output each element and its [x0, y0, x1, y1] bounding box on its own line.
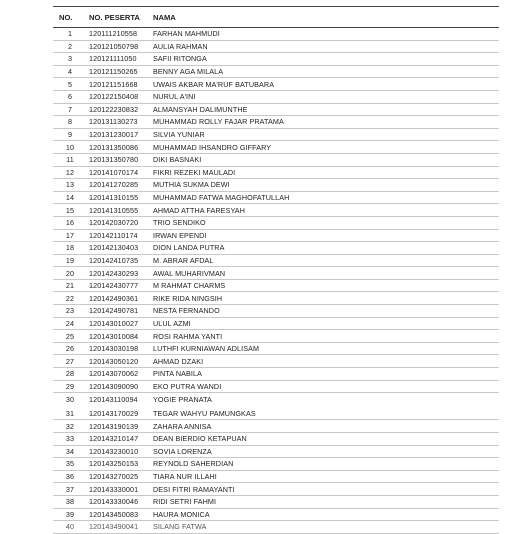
row-nama: SILANG FATWA	[149, 521, 499, 534]
table-row	[53, 292, 499, 305]
table-row	[53, 191, 499, 204]
table-row	[53, 116, 499, 129]
row-nama: HAURA MONICA	[149, 508, 499, 521]
row-number: 29	[53, 380, 87, 393]
row-no-peserta: 120122230832	[87, 103, 149, 116]
row-number: 19	[53, 254, 87, 267]
table-row	[53, 342, 499, 355]
row-nama: AHMAD ATTHA FARESYAH	[149, 204, 499, 217]
table-body	[53, 28, 499, 534]
row-number: 28	[53, 368, 87, 381]
row-number: 34	[53, 445, 87, 458]
row-nama: RIDI SETRI FAHMI	[149, 495, 499, 508]
row-nama: TRIO SENDIKO	[149, 216, 499, 229]
row-number: 17	[53, 229, 87, 242]
table-row	[53, 495, 499, 508]
row-nama: M RAHMAT CHARMS	[149, 279, 499, 292]
row-no-peserta: 120131230017	[87, 128, 149, 141]
row-nama: UWAIS AKBAR MA'RUF BATUBARA	[149, 78, 499, 91]
table-row	[53, 508, 499, 521]
row-nama: AULIA RAHMAN	[149, 40, 499, 53]
row-no-peserta: 120131350780	[87, 153, 149, 166]
row-number: 30	[53, 393, 87, 407]
row-no-peserta: 120142130403	[87, 242, 149, 255]
row-no-peserta: 120143010084	[87, 330, 149, 343]
row-number: 37	[53, 483, 87, 496]
row-number: 10	[53, 141, 87, 154]
row-nama: EKO PUTRA WANDI	[149, 380, 499, 393]
document-page	[53, 0, 499, 532]
row-nama: SOVIA LORENZA	[149, 445, 499, 458]
row-no-peserta: 120141270285	[87, 179, 149, 192]
row-nama: SILVIA YUNIAR	[149, 128, 499, 141]
row-number: 8	[53, 116, 87, 129]
row-nama: AWAL MUHARIVMAN	[149, 267, 499, 280]
row-nama: M. ABRAR AFDAL	[149, 254, 499, 267]
header-nama: NAMA	[149, 8, 499, 28]
row-no-peserta: 120142030720	[87, 216, 149, 229]
row-no-peserta: 120121151668	[87, 78, 149, 91]
row-no-peserta: 120143190139	[87, 420, 149, 433]
row-number: 3	[53, 53, 87, 66]
row-no-peserta: 120143450083	[87, 508, 149, 521]
table-row	[53, 521, 499, 534]
row-nama: NURUL A'INI	[149, 90, 499, 103]
row-number: 35	[53, 458, 87, 471]
table-row	[53, 355, 499, 368]
row-no-peserta: 120141310555	[87, 204, 149, 217]
table-row	[53, 78, 499, 91]
row-no-peserta: 120121150265	[87, 65, 149, 78]
table-row	[53, 305, 499, 318]
table-row	[53, 445, 499, 458]
row-number: 33	[53, 433, 87, 446]
header-no: NO.	[53, 8, 87, 28]
row-nama: ALMANSYAH DALIMUNTHE	[149, 103, 499, 116]
participant-table	[53, 8, 499, 534]
table-row	[53, 380, 499, 393]
row-number: 21	[53, 279, 87, 292]
table-row	[53, 393, 499, 407]
row-no-peserta: 120141070174	[87, 166, 149, 179]
table-row	[53, 166, 499, 179]
row-no-peserta: 120143230010	[87, 445, 149, 458]
row-no-peserta: 120143270025	[87, 470, 149, 483]
row-no-peserta: 120131130273	[87, 116, 149, 129]
row-nama: YOGIE PRANATA	[149, 393, 499, 407]
table-row	[53, 330, 499, 343]
table-row	[53, 53, 499, 66]
row-no-peserta: 120142490361	[87, 292, 149, 305]
row-number: 25	[53, 330, 87, 343]
table-row	[53, 153, 499, 166]
row-number: 18	[53, 242, 87, 255]
row-nama: DEAN BIERDIO KETAPUAN	[149, 433, 499, 446]
row-number: 31	[53, 406, 87, 420]
row-nama: RIKE RIDA NINGSIH	[149, 292, 499, 305]
top-rule	[53, 6, 499, 7]
header-no-peserta: NO. PESERTA	[87, 8, 149, 28]
table-row	[53, 204, 499, 217]
row-number: 26	[53, 342, 87, 355]
row-nama: ULUL AZMI	[149, 317, 499, 330]
table-row	[53, 40, 499, 53]
table-row	[53, 141, 499, 154]
row-no-peserta: 120143170029	[87, 406, 149, 420]
row-number: 5	[53, 78, 87, 91]
row-nama: DION LANDA PUTRA	[149, 242, 499, 255]
row-no-peserta: 120142430293	[87, 267, 149, 280]
row-number: 22	[53, 292, 87, 305]
row-nama: DESI FITRI RAMAYANTI	[149, 483, 499, 496]
row-no-peserta: 120143030198	[87, 342, 149, 355]
table-row	[53, 458, 499, 471]
row-number: 39	[53, 508, 87, 521]
row-no-peserta: 120143210147	[87, 433, 149, 446]
table-row	[53, 368, 499, 381]
row-number: 6	[53, 90, 87, 103]
row-nama: DIKI BASNAKI	[149, 153, 499, 166]
row-number: 7	[53, 103, 87, 116]
row-nama: BENNY AGA MILALA	[149, 65, 499, 78]
row-nama: ROSI RAHMA YANTI	[149, 330, 499, 343]
row-no-peserta: 120143330001	[87, 483, 149, 496]
row-no-peserta: 120111210558	[87, 28, 149, 41]
table-row	[53, 216, 499, 229]
table-row	[53, 470, 499, 483]
row-nama: MUHAMMAD FATWA MAGHOFATULLAH	[149, 191, 499, 204]
row-number: 40	[53, 521, 87, 534]
row-no-peserta: 120143010027	[87, 317, 149, 330]
table-row	[53, 90, 499, 103]
row-number: 23	[53, 305, 87, 318]
table-row	[53, 179, 499, 192]
table-row	[53, 242, 499, 255]
row-nama: AHMAD DZAKI	[149, 355, 499, 368]
row-number: 4	[53, 65, 87, 78]
row-no-peserta: 120141310155	[87, 191, 149, 204]
table-row	[53, 279, 499, 292]
table-row	[53, 128, 499, 141]
row-no-peserta: 120143070062	[87, 368, 149, 381]
row-nama: MUTHIA SUKMA DEWI	[149, 179, 499, 192]
row-no-peserta: 120143110094	[87, 393, 149, 407]
row-number: 12	[53, 166, 87, 179]
row-number: 1	[53, 28, 87, 41]
row-no-peserta: 120143050120	[87, 355, 149, 368]
row-no-peserta: 120131350086	[87, 141, 149, 154]
row-number: 24	[53, 317, 87, 330]
row-no-peserta: 120142410735	[87, 254, 149, 267]
row-no-peserta: 120143490041	[87, 521, 149, 534]
row-nama: FIKRI REZEKI MAULADI	[149, 166, 499, 179]
table-row	[53, 267, 499, 280]
table-row	[53, 420, 499, 433]
row-nama: MUHAMMAD ROLLY FAJAR PRATAMA	[149, 116, 499, 129]
row-nama: REYNOLD SAHERDIAN	[149, 458, 499, 471]
row-number: 36	[53, 470, 87, 483]
row-no-peserta: 120142110174	[87, 229, 149, 242]
row-nama: TIARA NUR ILLAHI	[149, 470, 499, 483]
row-number: 15	[53, 204, 87, 217]
row-number: 32	[53, 420, 87, 433]
row-nama: PINTA NABILA	[149, 368, 499, 381]
row-number: 11	[53, 153, 87, 166]
row-number: 38	[53, 495, 87, 508]
row-number: 2	[53, 40, 87, 53]
row-no-peserta: 120122150408	[87, 90, 149, 103]
row-nama: FARHAN MAHMUDI	[149, 28, 499, 41]
row-nama: SAFII RITONGA	[149, 53, 499, 66]
table-row	[53, 254, 499, 267]
row-nama: MUHAMMAD IHSANDRO GIFFARY	[149, 141, 499, 154]
row-no-peserta: 120121050798	[87, 40, 149, 53]
row-number: 16	[53, 216, 87, 229]
table-row	[53, 28, 499, 41]
row-no-peserta: 120142490781	[87, 305, 149, 318]
row-nama: NESTA FERNANDO	[149, 305, 499, 318]
row-nama: TEGAR WAHYU PAMUNGKAS	[149, 406, 499, 420]
row-nama: IRWAN EPENDI	[149, 229, 499, 242]
row-no-peserta: 120143090090	[87, 380, 149, 393]
row-number: 20	[53, 267, 87, 280]
table-row	[53, 65, 499, 78]
row-nama: ZAHARA ANNISA	[149, 420, 499, 433]
row-nama: LUTHFI KURNIAWAN ADLISAM	[149, 342, 499, 355]
table-row	[53, 317, 499, 330]
table-row	[53, 483, 499, 496]
table-header-row	[53, 8, 499, 28]
row-number: 9	[53, 128, 87, 141]
row-number: 14	[53, 191, 87, 204]
table-row	[53, 406, 499, 420]
row-no-peserta: 120142430777	[87, 279, 149, 292]
row-no-peserta: 120143330046	[87, 495, 149, 508]
row-number: 13	[53, 179, 87, 192]
table-row	[53, 433, 499, 446]
table-row	[53, 229, 499, 242]
row-no-peserta: 120121111050	[87, 53, 149, 66]
table-row	[53, 103, 499, 116]
row-no-peserta: 120143250153	[87, 458, 149, 471]
row-number: 27	[53, 355, 87, 368]
